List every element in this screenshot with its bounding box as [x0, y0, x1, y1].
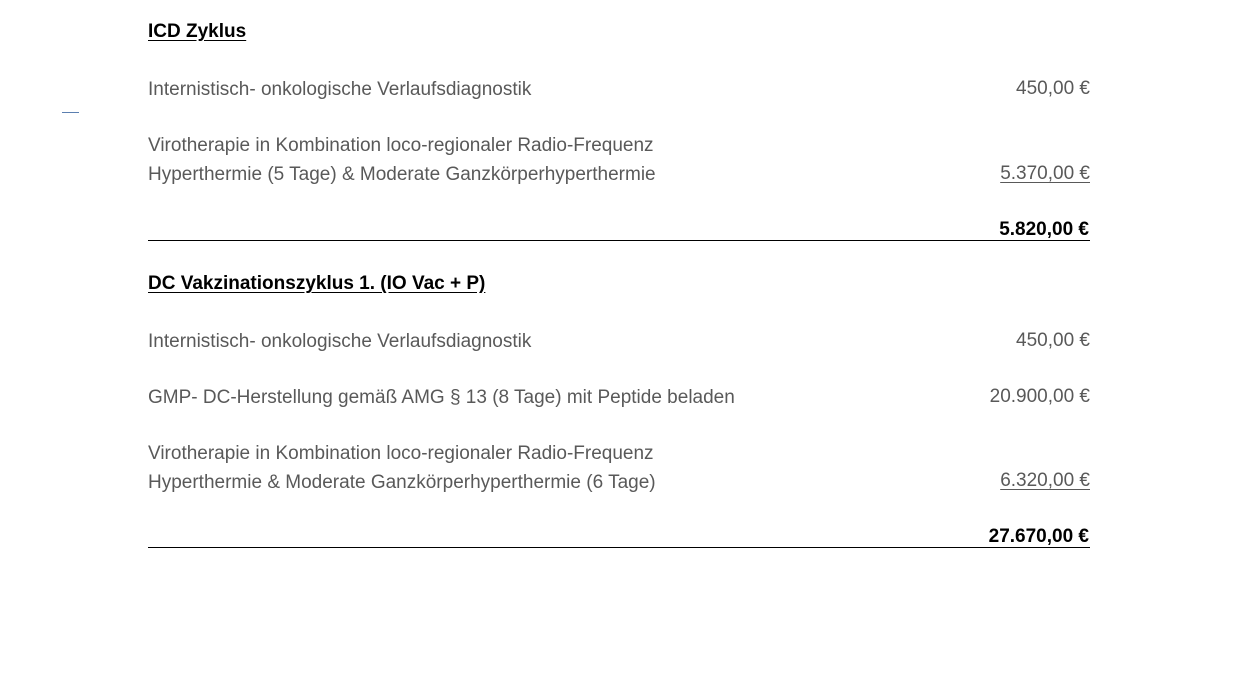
line-item-text: Virotherapie in Kombination loco-regionaler Radio-Frequenz: [148, 135, 654, 156]
margin-marker: [62, 112, 79, 113]
section-total: 5.820,00 €: [999, 219, 1089, 240]
line-item-text: Hyperthermie & Moderate Ganzkörperhyperthermie (6 Tage): [148, 472, 656, 493]
line-item-text: Internistisch- onkologische Verlaufsdiagnostik: [148, 79, 532, 100]
line-item-description: [148, 383, 908, 412]
line-item-description: [148, 75, 908, 104]
line-item-text: Virotherapie in Kombination loco-regionaler Radio-Frequenz: [148, 443, 654, 464]
total-rule: [148, 547, 1090, 548]
line-item-description: [148, 131, 908, 189]
line-item-description: [148, 439, 908, 497]
line-item-amount: 20.900,00 €: [989, 386, 1090, 407]
line-item-amount: 5.370,00 €: [1000, 163, 1090, 184]
line-item-amount: 450,00 €: [1016, 78, 1090, 99]
section-title-dc-vakzinationszyklus: DC Vakzinationszyklus 1. (IO Vac + P): [148, 273, 486, 294]
total-rule: [148, 240, 1090, 241]
section-title-icd-zyklus: ICD Zyklus: [148, 21, 247, 42]
line-item-amount: 6.320,00 €: [1000, 470, 1090, 491]
line-item-text: Hyperthermie (5 Tage) & Moderate Ganzkörperhyperthermie: [148, 164, 656, 185]
section-total: 27.670,00 €: [988, 526, 1089, 547]
line-item-text: Internistisch- onkologische Verlaufsdiagnostik: [148, 331, 532, 352]
line-item-amount: 450,00 €: [1016, 330, 1090, 351]
line-item-text: GMP- DC-Herstellung gemäß AMG § 13 (8 Tage) mit Peptide beladen: [148, 387, 735, 408]
line-item-description: [148, 327, 908, 356]
